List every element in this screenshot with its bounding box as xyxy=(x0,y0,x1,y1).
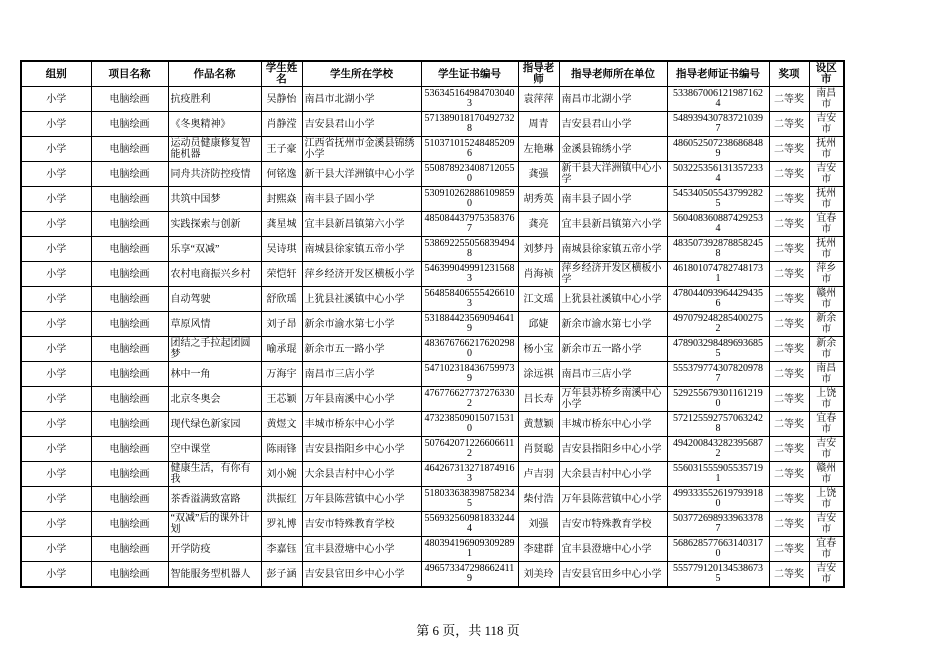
teacher-cert-cell xyxy=(667,362,769,387)
city-cell: 南昌市 xyxy=(809,362,844,387)
student-cert-cell xyxy=(421,337,518,362)
project-cell: 电脑绘画 xyxy=(91,537,168,562)
group-cell: 小学 xyxy=(21,237,91,262)
student-cert-number: 5463990499912315683 xyxy=(424,263,515,284)
city-cell: 吉安市 xyxy=(809,162,844,187)
award-cell: 二等奖 xyxy=(769,237,809,262)
header-student-name: 学生姓名 xyxy=(261,61,302,87)
group-cell: 小学 xyxy=(21,437,91,462)
student-cert-number: 5713890181704927328 xyxy=(424,113,515,134)
teacher-name-cell: 刘强 xyxy=(518,512,559,537)
city-cell: 吉安市 xyxy=(809,512,844,537)
teacher-unit-cell: 新余市五一路小学 xyxy=(559,337,667,362)
header-teacher-unit: 指导老师所在单位 xyxy=(559,61,667,87)
student-cert-number: 4836767662176202980 xyxy=(424,338,515,359)
table-row xyxy=(21,112,844,137)
project-cell: 电脑绘画 xyxy=(91,512,168,537)
teacher-name-cell: 周青 xyxy=(518,112,559,137)
project-cell: 电脑绘画 xyxy=(91,387,168,412)
teacher-cert-number: 5686285776631403170 xyxy=(673,538,763,559)
student-cert-cell xyxy=(421,237,518,262)
teacher-name-cell: 邱婕 xyxy=(518,312,559,337)
student-school-cell: 宜丰县新昌镇第六小学 xyxy=(302,212,421,237)
teacher-name-cell: 吕长寿 xyxy=(518,387,559,412)
award-cell: 二等奖 xyxy=(769,87,809,112)
teacher-unit-cell: 新余市渝水第七小学 xyxy=(559,312,667,337)
header-group: 组别 xyxy=(21,61,91,87)
teacher-name-cell: 肖贤聪 xyxy=(518,437,559,462)
award-cell: 二等奖 xyxy=(769,387,809,412)
header-teacher-cert: 指导老师证书编号 xyxy=(667,61,769,87)
student-cert-cell xyxy=(421,562,518,588)
teacher-cert-number: 5560315559055357191 xyxy=(673,463,763,484)
work-title-cell: 开学防疫 xyxy=(168,537,261,562)
work-title-cell: 林中一角 xyxy=(168,362,261,387)
student-name-cell: 彭子涵 xyxy=(261,562,302,588)
teacher-name-cell: 刘美玲 xyxy=(518,562,559,588)
table-row xyxy=(21,287,844,312)
student-name-cell: 万海宇 xyxy=(261,362,302,387)
award-cell: 二等奖 xyxy=(769,287,809,312)
teacher-unit-cell: 吉安市特殊教育学校 xyxy=(559,512,667,537)
teacher-name-cell: 刘梦丹 xyxy=(518,237,559,262)
group-cell: 小学 xyxy=(21,562,91,588)
city-cell: 吉安市 xyxy=(809,437,844,462)
student-school-cell: 宜丰县澄塘中心小学 xyxy=(302,537,421,562)
student-cert-number: 5508789234087120550 xyxy=(424,163,515,184)
group-cell: 小学 xyxy=(21,512,91,537)
student-school-cell: 吉安县官田乡中心小学 xyxy=(302,562,421,588)
student-name-cell: 喻承琨 xyxy=(261,337,302,362)
student-cert-number: 5363451649847030403 xyxy=(424,88,515,109)
teacher-unit-cell: 万年县陈营镇中心小学 xyxy=(559,487,667,512)
teacher-cert-number: 5453405055437992825 xyxy=(673,188,763,209)
student-cert-number: 5569325609818332444 xyxy=(424,513,515,534)
award-cell: 二等奖 xyxy=(769,462,809,487)
teacher-unit-cell: 南昌市三店小学 xyxy=(559,362,667,387)
teacher-cert-cell xyxy=(667,312,769,337)
award-table xyxy=(20,60,845,588)
student-cert-cell xyxy=(421,162,518,187)
teacher-name-cell: 左艳琳 xyxy=(518,137,559,162)
student-name-cell: 肖静滢 xyxy=(261,112,302,137)
teacher-cert-number: 4970792482854002752 xyxy=(673,313,763,334)
project-cell: 电脑绘画 xyxy=(91,112,168,137)
student-school-cell: 丰城市桥东中心小学 xyxy=(302,412,421,437)
student-school-cell: 新干县大洋洲镇中心小学 xyxy=(302,162,421,187)
city-cell: 赣州市 xyxy=(809,462,844,487)
teacher-cert-cell xyxy=(667,187,769,212)
student-cert-number: 5386922550568394948 xyxy=(424,238,515,259)
student-name-cell: 吴诗琪 xyxy=(261,237,302,262)
teacher-cert-cell xyxy=(667,237,769,262)
teacher-name-cell: 卢吉羽 xyxy=(518,462,559,487)
project-cell: 电脑绘画 xyxy=(91,437,168,462)
student-cert-cell xyxy=(421,287,518,312)
student-cert-number: 4803941969093092891 xyxy=(424,538,515,559)
work-title-cell: 农村电商振兴乡村 xyxy=(168,262,261,287)
student-school-cell: 萍乡经济开发区横板小学 xyxy=(302,262,421,287)
teacher-name-cell: 李建群 xyxy=(518,537,559,562)
teacher-unit-cell: 宜丰县澄塘中心小学 xyxy=(559,537,667,562)
work-title-cell: 实践探索与创新 xyxy=(168,212,261,237)
city-cell: 宜春市 xyxy=(809,537,844,562)
work-title-cell: 草原风情 xyxy=(168,312,261,337)
group-cell: 小学 xyxy=(21,187,91,212)
work-title-cell: 智能服务型机器人 xyxy=(168,562,261,588)
project-cell: 电脑绘画 xyxy=(91,362,168,387)
teacher-cert-cell xyxy=(667,387,769,412)
award-cell: 二等奖 xyxy=(769,537,809,562)
table-row xyxy=(21,437,844,462)
city-cell: 上饶市 xyxy=(809,487,844,512)
student-name-cell: 黄煜文 xyxy=(261,412,302,437)
student-cert-number: 5471023184367599739 xyxy=(424,363,515,384)
group-cell: 小学 xyxy=(21,162,91,187)
student-cert-number: 4732385090150715310 xyxy=(424,413,515,434)
student-school-cell: 南昌市三店小学 xyxy=(302,362,421,387)
group-cell: 小学 xyxy=(21,412,91,437)
project-cell: 电脑绘画 xyxy=(91,462,168,487)
teacher-name-cell: 胡秀英 xyxy=(518,187,559,212)
group-cell: 小学 xyxy=(21,337,91,362)
student-cert-cell xyxy=(421,187,518,212)
award-cell: 二等奖 xyxy=(769,112,809,137)
teacher-cert-number: 4780440939644294356 xyxy=(673,288,763,309)
award-cell: 二等奖 xyxy=(769,337,809,362)
student-school-cell: 南城县徐家镇五帝小学 xyxy=(302,237,421,262)
teacher-unit-cell: 金溪县锦绣小学 xyxy=(559,137,667,162)
project-cell: 电脑绘画 xyxy=(91,337,168,362)
work-title-cell: 现代绿色新家园 xyxy=(168,412,261,437)
city-cell: 新余市 xyxy=(809,337,844,362)
work-title-cell: 北京冬奥会 xyxy=(168,387,261,412)
student-school-cell: 南丰县子固小学 xyxy=(302,187,421,212)
teacher-name-cell: 柴付浩 xyxy=(518,487,559,512)
student-cert-cell xyxy=(421,437,518,462)
group-cell: 小学 xyxy=(21,487,91,512)
award-cell: 二等奖 xyxy=(769,137,809,162)
teacher-cert-number: 5489394307837210397 xyxy=(673,113,763,134)
student-school-cell: 吉安县指阳乡中心小学 xyxy=(302,437,421,462)
group-cell: 小学 xyxy=(21,137,91,162)
student-school-cell: 江西省抚州市金溪县锦绣小学 xyxy=(302,137,421,162)
teacher-unit-cell: 吉安县指阳乡中心小学 xyxy=(559,437,667,462)
student-name-cell: 吴静怡 xyxy=(261,87,302,112)
student-cert-cell xyxy=(421,537,518,562)
student-cert-number: 5180336383987582345 xyxy=(424,488,515,509)
city-cell: 宜春市 xyxy=(809,212,844,237)
award-cell: 二等奖 xyxy=(769,187,809,212)
teacher-cert-number: 5037726989339633787 xyxy=(673,513,763,534)
table-row xyxy=(21,412,844,437)
student-name-cell: 李嘉钰 xyxy=(261,537,302,562)
student-cert-cell xyxy=(421,112,518,137)
header-student-school: 学生所在学校 xyxy=(302,61,421,87)
student-school-cell: 新余市渝水第七小学 xyxy=(302,312,421,337)
award-cell: 二等奖 xyxy=(769,212,809,237)
city-cell: 抚州市 xyxy=(809,237,844,262)
student-cert-number: 5309102628861098590 xyxy=(424,188,515,209)
student-name-cell: 封熙焱 xyxy=(261,187,302,212)
student-name-cell: 刘小婉 xyxy=(261,462,302,487)
award-cell: 二等奖 xyxy=(769,512,809,537)
teacher-cert-number: 5338670061219871624 xyxy=(673,88,763,109)
group-cell: 小学 xyxy=(21,87,91,112)
project-cell: 电脑绘画 xyxy=(91,312,168,337)
teacher-name-cell: 龚强 xyxy=(518,162,559,187)
teacher-cert-cell xyxy=(667,337,769,362)
student-name-cell: 刘子昂 xyxy=(261,312,302,337)
city-cell: 吉安市 xyxy=(809,112,844,137)
student-name-cell: 龚星城 xyxy=(261,212,302,237)
teacher-unit-cell: 南城县徐家镇五帝小学 xyxy=(559,237,667,262)
table-row xyxy=(21,212,844,237)
table-row xyxy=(21,487,844,512)
table-row xyxy=(21,187,844,212)
header-project: 项目名称 xyxy=(91,61,168,87)
teacher-cert-number: 4942008432823956872 xyxy=(673,438,763,459)
work-title-cell: “双减”后的课外计划 xyxy=(168,512,261,537)
city-cell: 赣州市 xyxy=(809,287,844,312)
teacher-unit-cell: 吉安县君山小学 xyxy=(559,112,667,137)
table-row xyxy=(21,162,844,187)
project-cell: 电脑绘画 xyxy=(91,412,168,437)
teacher-cert-cell xyxy=(667,412,769,437)
project-cell: 电脑绘画 xyxy=(91,187,168,212)
teacher-cert-cell xyxy=(667,512,769,537)
student-school-cell: 上犹县社溪镇中心小学 xyxy=(302,287,421,312)
student-school-cell: 新余市五一路小学 xyxy=(302,337,421,362)
award-cell: 二等奖 xyxy=(769,262,809,287)
header-city: 设区市 xyxy=(809,61,844,87)
work-title-cell: 《冬奥精神》 xyxy=(168,112,261,137)
teacher-cert-number: 5557791201345386735 xyxy=(673,563,763,584)
teacher-name-cell: 黄慧颖 xyxy=(518,412,559,437)
group-cell: 小学 xyxy=(21,537,91,562)
teacher-unit-cell: 大余县吉村中心小学 xyxy=(559,462,667,487)
teacher-cert-cell xyxy=(667,437,769,462)
student-name-cell: 何铭逸 xyxy=(261,162,302,187)
teacher-name-cell: 江文瑶 xyxy=(518,287,559,312)
award-cell: 二等奖 xyxy=(769,362,809,387)
teacher-name-cell: 杨小宝 xyxy=(518,337,559,362)
student-cert-cell xyxy=(421,87,518,112)
project-cell: 电脑绘画 xyxy=(91,137,168,162)
teacher-cert-number: 5553797743078209787 xyxy=(673,363,763,384)
student-school-cell: 吉安县君山小学 xyxy=(302,112,421,137)
student-name-cell: 罗礼博 xyxy=(261,512,302,537)
work-title-cell: 团结之手拉起团圆梦 xyxy=(168,337,261,362)
award-cell: 二等奖 xyxy=(769,412,809,437)
table-row xyxy=(21,562,844,588)
student-school-cell: 万年县陈营镇中心小学 xyxy=(302,487,421,512)
teacher-cert-cell xyxy=(667,212,769,237)
student-cert-number: 4642673132718749163 xyxy=(424,463,515,484)
student-cert-cell xyxy=(421,462,518,487)
student-cert-number: 4850844379753583767 xyxy=(424,213,515,234)
teacher-cert-cell xyxy=(667,137,769,162)
student-cert-cell xyxy=(421,387,518,412)
award-cell: 二等奖 xyxy=(769,562,809,588)
teacher-cert-number: 5604083608874292534 xyxy=(673,213,763,234)
group-cell: 小学 xyxy=(21,312,91,337)
student-cert-cell xyxy=(421,487,518,512)
page-number-footer: 第 6 页，共 118 页 xyxy=(416,623,520,638)
table-header-row xyxy=(21,61,844,87)
student-cert-number: 5103710152484852096 xyxy=(424,138,515,159)
teacher-cert-cell xyxy=(667,462,769,487)
teacher-cert-cell xyxy=(667,487,769,512)
teacher-cert-cell xyxy=(667,262,769,287)
teacher-cert-cell xyxy=(667,162,769,187)
project-cell: 电脑绘画 xyxy=(91,487,168,512)
teacher-name-cell: 肖海祯 xyxy=(518,262,559,287)
group-cell: 小学 xyxy=(21,362,91,387)
teacher-unit-cell: 上犹县社溪镇中心小学 xyxy=(559,287,667,312)
city-cell: 南昌市 xyxy=(809,87,844,112)
city-cell: 吉安市 xyxy=(809,562,844,588)
teacher-unit-cell: 新干县大洋洲镇中心小学 xyxy=(559,162,667,187)
teacher-name-cell: 龚亮 xyxy=(518,212,559,237)
project-cell: 电脑绘画 xyxy=(91,287,168,312)
teacher-cert-cell xyxy=(667,112,769,137)
work-title-cell: 茶香溢满致富路 xyxy=(168,487,261,512)
award-cell: 二等奖 xyxy=(769,487,809,512)
teacher-cert-number: 5721255927570632428 xyxy=(673,413,763,434)
table-row xyxy=(21,312,844,337)
table-row xyxy=(21,387,844,412)
teacher-cert-cell xyxy=(667,562,769,588)
table-row xyxy=(21,337,844,362)
project-cell: 电脑绘画 xyxy=(91,237,168,262)
header-work-title: 作品名称 xyxy=(168,61,261,87)
teacher-cert-cell xyxy=(667,537,769,562)
student-name-cell: 王子豪 xyxy=(261,137,302,162)
teacher-unit-cell: 宜丰县新昌镇第六小学 xyxy=(559,212,667,237)
work-title-cell: 健康生活，有你有我 xyxy=(168,462,261,487)
teacher-unit-cell: 南昌市北湖小学 xyxy=(559,87,667,112)
award-cell: 二等奖 xyxy=(769,437,809,462)
student-school-cell: 吉安市特殊教育学校 xyxy=(302,512,421,537)
student-cert-cell xyxy=(421,412,518,437)
header-award: 奖项 xyxy=(769,61,809,87)
group-cell: 小学 xyxy=(21,287,91,312)
group-cell: 小学 xyxy=(21,212,91,237)
student-cert-number: 5076420712266066112 xyxy=(424,438,515,459)
award-cell: 二等奖 xyxy=(769,162,809,187)
student-school-cell: 万年县南溪中心小学 xyxy=(302,387,421,412)
teacher-cert-number: 4993335526197939180 xyxy=(673,488,763,509)
work-title-cell: 自动驾驶 xyxy=(168,287,261,312)
student-cert-cell xyxy=(421,512,518,537)
teacher-unit-cell: 吉安县官田乡中心小学 xyxy=(559,562,667,588)
table-row xyxy=(21,262,844,287)
student-cert-number: 4767766277372763302 xyxy=(424,388,515,409)
city-cell: 新余市 xyxy=(809,312,844,337)
student-school-cell: 大余县吉村中心小学 xyxy=(302,462,421,487)
student-cert-cell xyxy=(421,262,518,287)
group-cell: 小学 xyxy=(21,112,91,137)
student-name-cell: 陈雨锋 xyxy=(261,437,302,462)
student-cert-cell xyxy=(421,137,518,162)
project-cell: 电脑绘画 xyxy=(91,87,168,112)
city-cell: 宜春市 xyxy=(809,412,844,437)
table-row xyxy=(21,237,844,262)
work-title-cell: 乐享“双减” xyxy=(168,237,261,262)
table-body xyxy=(21,87,844,588)
student-name-cell: 洪振红 xyxy=(261,487,302,512)
group-cell: 小学 xyxy=(21,262,91,287)
group-cell: 小学 xyxy=(21,462,91,487)
teacher-cert-cell xyxy=(667,87,769,112)
project-cell: 电脑绘画 xyxy=(91,562,168,588)
header-student-cert: 学生证书编号 xyxy=(421,61,518,87)
table-row xyxy=(21,137,844,162)
work-title-cell: 空中课堂 xyxy=(168,437,261,462)
city-cell: 抚州市 xyxy=(809,187,844,212)
teacher-unit-cell: 南丰县子固小学 xyxy=(559,187,667,212)
table-row xyxy=(21,537,844,562)
student-cert-number: 5648584065554266103 xyxy=(424,288,515,309)
project-cell: 电脑绘画 xyxy=(91,212,168,237)
table-row xyxy=(21,362,844,387)
teacher-unit-cell: 萍乡经济开发区横板小学 xyxy=(559,262,667,287)
teacher-cert-number: 4789032984896936855 xyxy=(673,338,763,359)
project-cell: 电脑绘画 xyxy=(91,162,168,187)
project-cell: 电脑绘画 xyxy=(91,262,168,287)
table-row xyxy=(21,512,844,537)
teacher-name-cell: 涂远祺 xyxy=(518,362,559,387)
table-row xyxy=(21,462,844,487)
student-school-cell: 南昌市北湖小学 xyxy=(302,87,421,112)
teacher-cert-number: 5032253561313572334 xyxy=(673,163,763,184)
work-title-cell: 运动员健康修复智能机器 xyxy=(168,137,261,162)
student-cert-number: 4965733472986624119 xyxy=(424,563,515,584)
teacher-cert-number: 4835073928788582458 xyxy=(673,238,763,259)
work-title-cell: 抗疫胜利 xyxy=(168,87,261,112)
teacher-cert-number: 5292556793011612190 xyxy=(673,388,763,409)
teacher-unit-cell: 丰城市桥东中心小学 xyxy=(559,412,667,437)
student-name-cell: 舒欣瑶 xyxy=(261,287,302,312)
work-title-cell: 共筑中国梦 xyxy=(168,187,261,212)
teacher-name-cell: 袁萍萍 xyxy=(518,87,559,112)
student-cert-number: 5318844235690946419 xyxy=(424,313,515,334)
student-cert-cell xyxy=(421,212,518,237)
student-name-cell: 荣恺轩 xyxy=(261,262,302,287)
work-title-cell: 同舟共济防控疫情 xyxy=(168,162,261,187)
teacher-unit-cell: 万年县苏桥乡南溪中心小学 xyxy=(559,387,667,412)
group-cell: 小学 xyxy=(21,387,91,412)
table-row xyxy=(21,87,844,112)
student-name-cell: 王芯颖 xyxy=(261,387,302,412)
city-cell: 萍乡市 xyxy=(809,262,844,287)
teacher-cert-number: 4860525072386868489 xyxy=(673,138,763,159)
award-cell: 二等奖 xyxy=(769,312,809,337)
teacher-cert-cell xyxy=(667,287,769,312)
header-teacher-name: 指导老师 xyxy=(518,61,559,87)
city-cell: 上饶市 xyxy=(809,387,844,412)
teacher-cert-number: 4618010747827481731 xyxy=(673,263,763,284)
city-cell: 抚州市 xyxy=(809,137,844,162)
student-cert-cell xyxy=(421,362,518,387)
student-cert-cell xyxy=(421,312,518,337)
